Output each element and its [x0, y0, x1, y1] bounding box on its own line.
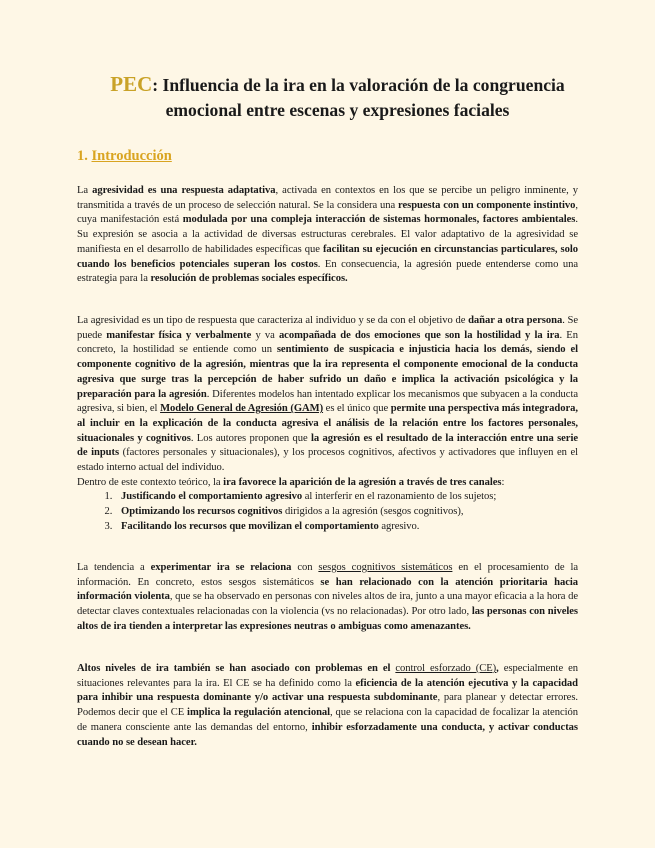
paragraph-4: La tendencia a experimentar ira se relaciona con sesgos cognitivos sistemáticos en el procesamiento de la información. En concreto, estos sesgos sistemáticos se han relacionado con la atención prioritaria hacia información violenta, que se ha observado en personas con niveles altos de ira, junto a una mayor eficacia a la hora de detectar claves contextuales relacionadas con la violencia (vs no relacionadas). Por otro lado, las personas con niveles altos de ira tienden a interpretar las expresiones neutras o ambiguas como amenazantes.	[77, 562, 579, 632]
effortful-control-term: control esforzado (CE)	[395, 663, 497, 674]
cognitive-bias-term: sesgos cognitivos sistemáticos	[318, 562, 453, 573]
paragraph-5: Altos niveles de ira también se han asociado con problemas en el control esforzado (CE), especialmente en situaciones relevantes para la ira. El CE se ha definido como la eficiencia de la atención ejecutiva y la capacidad para inhibir una respuesta dominante y/o activar una respuesta subdominante, para planear y detectar errores. Podemos decir que el CE implica la regulación atencional, que se relaciona con la capacidad de focalizar la atención de manera consciente ante las demandas del entorno, inhibir esforzadamente una conducta, y activar conductas cuando no se desean hacer.	[77, 663, 578, 748]
gam-model-link: Modelo General de Agresión (GAM)	[160, 403, 324, 415]
channels-list	[77, 490, 578, 534]
list-item: 3. Facilitando los recursos que movilizan el comportamiento agresivo.	[115, 520, 578, 535]
paragraph-2: La agresividad es un tipo de respuesta que caracteriza al individuo y se da con el objetivo de dañar a otra persona. Se puede manifestar física y verbalmente y va acompañada de dos emociones que son la hostilidad y la ira. En concreto, la hostilidad se entiende como un sentimiento de suspicacia e injusticia hacia los demás, siendo el componente cognitivo de la agresión, mientras que la ira representa el componente emocional de la conducta agresiva que surge tras la percepción de haber sufrido un daño e implica la activación psicológica y la preparación para la agresión. Diferentes modelos han intentado explicar los mecanismos que subyacen a la conducta agresiva, si bien, el Modelo General de Agresión (GAM) es el único que permite una perspectiva más integradora, al incluir en la explicación de la conducta agresiva el análisis de la relación entre los factores personales, situacionales y cognitivos. Los autores proponen que la agresión es el resultado de la interacción entre una serie de inputs (factores personales y situacionales), y los procesos cognitivos, afectivos y activadores que influyen en el estado interno actual del individuo. Dentro de este contexto teórico, la ira favorece la aparición de la agresión a través de tres canales: 1. Justificando el comportamiento agresivo al interferir en el razonamiento de los sujetos; 2. Optimizando los recursos cognitivos dirigidos a la agresión (sesgos cognitivos), 3. Facilitando los recursos que movilizan el comportamiento agresivo.	[77, 314, 578, 535]
section-number: 1.	[77, 148, 88, 164]
title-pec-label: PEC	[110, 72, 153, 96]
list-item: 1. Justificando el comportamiento agresivo al interferir en el razonamiento de los sujetos;	[115, 490, 578, 505]
section-heading	[77, 148, 172, 165]
title-line-1: Influencia de la ira en la valoración de la congruencia	[158, 75, 565, 95]
section-label: Introducción	[91, 148, 172, 164]
document-title	[60, 72, 615, 123]
paragraph-1: La agresividad es una respuesta adaptativa, activada en contextos en los que se percibe un peligro inminente, y transmitida a través de un proceso de selección natural. Se la considera una respuesta con un componente instintivo, cuya manifestación está modulada por una compleja interacción de sistemas hormonales, factores ambientales. Su expresión se asocia a la actividad de diversas estructuras cerebrales. El valor adaptativo de la agresividad se manifiesta en el desarrollo de habilidades específicas que facilitan su ejecución en circunstancias particulares, solo cuando los beneficios potenciales superan los costos. En consecuencia, la agresión puede entenderse como una estrategia para la resolución de problemas sociales específicos.	[77, 185, 579, 285]
title-colon: :	[152, 75, 159, 95]
paragraph-3: Dentro de este contexto teórico, la ira favorece la aparición de la agresión a través de tres canales:	[77, 476, 505, 488]
list-item: 2. Optimizando los recursos cognitivos dirigidos a la agresión (sesgos cognitivos),	[115, 505, 578, 520]
title-line-2: emocional entre escenas y expresiones faciales	[165, 100, 510, 120]
